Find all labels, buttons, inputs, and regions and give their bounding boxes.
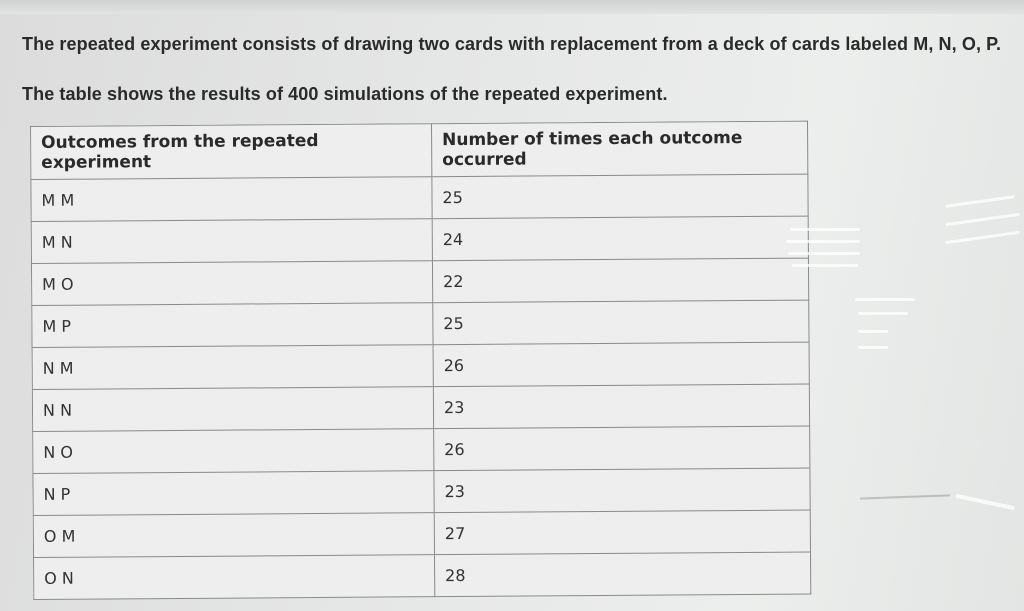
table-row [33, 468, 810, 515]
table-row [32, 342, 809, 389]
results-table [30, 121, 811, 600]
table-row [32, 384, 809, 431]
question-text-line-2: The table shows the results of 400 simulations of the repeated experiment. [22, 84, 668, 104]
table-row [31, 174, 808, 221]
table-row [31, 258, 808, 305]
screen-glare [945, 213, 1020, 226]
count-cell: 25 [433, 300, 809, 345]
count-cell: 27 [434, 510, 810, 555]
page-top-edge [0, 0, 1024, 14]
outcome-cell: O M [33, 513, 434, 558]
screen-glare-shadow [860, 494, 950, 499]
outcome-cell: M O [31, 261, 432, 306]
screen-glare [945, 195, 1015, 208]
table-row [33, 426, 810, 473]
screen-glare [792, 264, 858, 267]
count-cell: 28 [435, 552, 811, 597]
header-outcomes: Outcomes from the repeated experiment [31, 124, 432, 180]
count-cell: 23 [434, 468, 810, 513]
outcome-cell: N N [32, 387, 433, 432]
screen-glare [858, 330, 888, 333]
count-cell: 26 [433, 342, 809, 387]
screen-glare [945, 231, 1020, 244]
count-cell: 26 [434, 426, 810, 471]
screen-glare [858, 346, 888, 349]
table-row [33, 510, 810, 557]
screen-glare [955, 494, 1015, 510]
screen-glare [790, 228, 860, 231]
screen-glare [788, 252, 860, 255]
header-count: Number of times each outcome occurred [431, 121, 807, 177]
outcome-cell: N M [32, 345, 433, 390]
table-row [31, 216, 808, 263]
count-cell: 22 [432, 258, 808, 303]
screen-glare [855, 298, 915, 301]
count-cell: 24 [432, 216, 808, 261]
count-cell: 23 [433, 384, 809, 429]
outcome-cell: M P [32, 303, 433, 348]
screen-glare [858, 312, 908, 315]
outcome-cell: M N [31, 219, 432, 264]
count-cell: 25 [432, 174, 808, 219]
outcome-cell: M M [31, 177, 432, 222]
table-header-row [31, 121, 808, 179]
results-table-container [30, 121, 813, 611]
table-row [32, 300, 809, 347]
outcome-cell: N O [33, 429, 434, 474]
table-row [34, 552, 811, 599]
screen-glare [786, 240, 860, 243]
outcome-cell: O N [34, 555, 435, 600]
outcome-cell: N P [33, 471, 434, 516]
question-text-line-1: The repeated experiment consists of drawing two cards with replacement from a deck of cards labeled M, N, O, P. [22, 34, 1002, 54]
